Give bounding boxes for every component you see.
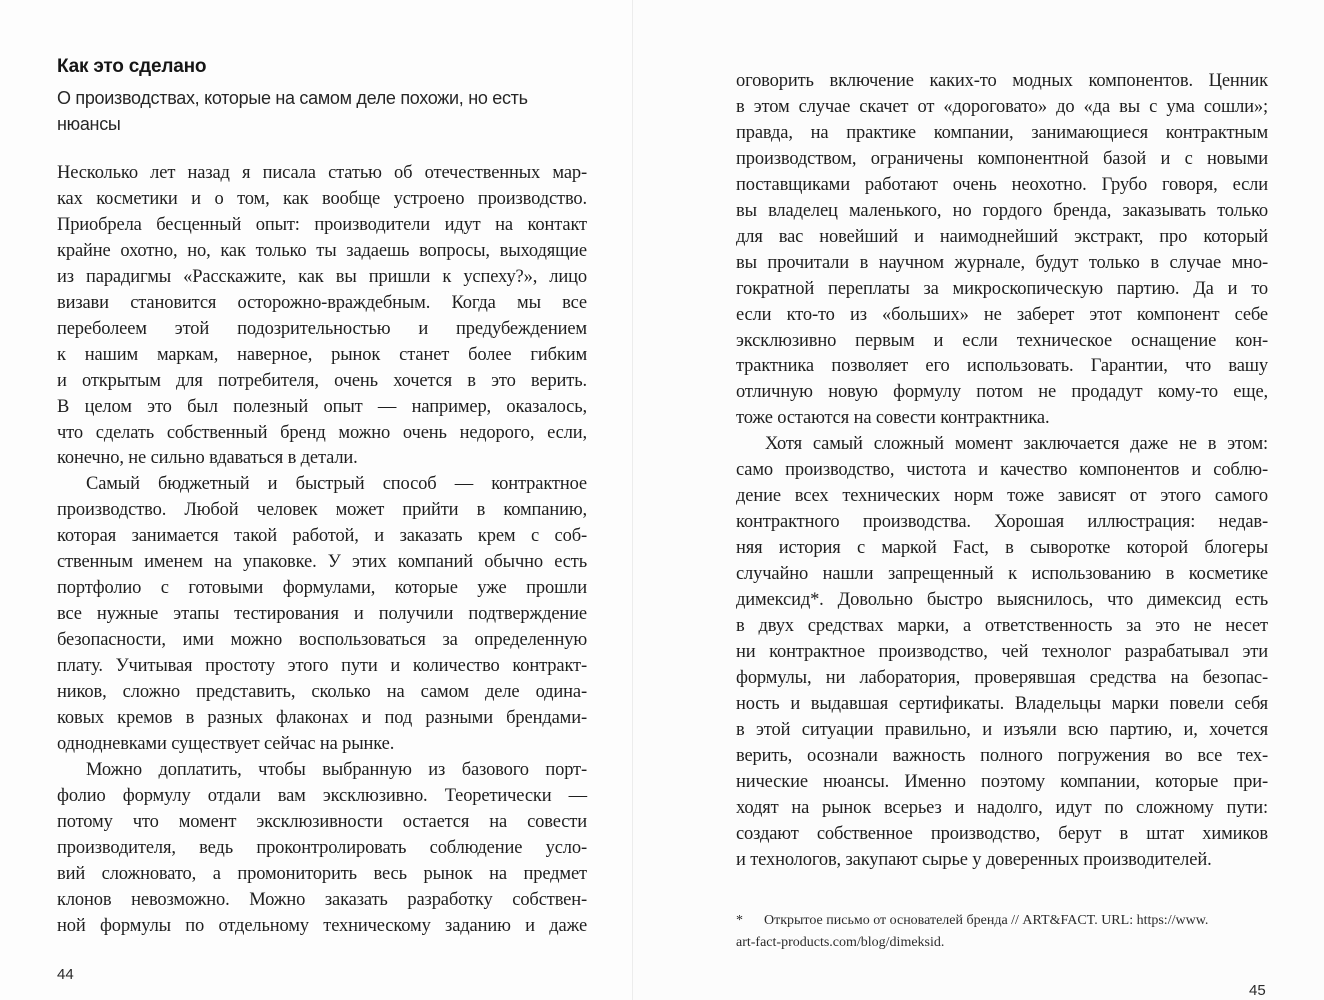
text-line: крайне охотно, но, как только ты задаешь вопросы, выходящие bbox=[57, 240, 587, 261]
text-line: производителя, ведь проконтролировать соблюдение усло- bbox=[57, 837, 587, 858]
text-line: вы владелец маленького, но гордого бренда, заказывать только bbox=[736, 200, 1268, 221]
text-line: само производство, чистота и качество компонентов и соблю- bbox=[736, 460, 1268, 481]
text-line: эксклюзивно первым и если техническое оснащение кон- bbox=[736, 330, 1268, 351]
text-line: няя история с маркой Fact, в сыворотке которой блогеры bbox=[736, 538, 1268, 559]
footnote-url[interactable]: art-fact-products.com/blog/dimeksid. bbox=[736, 935, 945, 950]
text-line: дение всех технических норм тоже зависят от этого самого bbox=[736, 486, 1268, 507]
text-line: которая занимается такой работой, и заказать крем с соб- bbox=[57, 526, 587, 547]
text-line: формулы, ни лаборатория, проверявшая средства на безопас- bbox=[736, 667, 1268, 688]
text-line: контрактного производства. Хорошая иллюстрация: недав- bbox=[736, 512, 1268, 533]
text-line: визави становится осторожно-враждебным. Когда мы все bbox=[57, 292, 587, 313]
text-line: что сделать собственный бренд можно очень недорого, если, bbox=[57, 422, 587, 443]
text-line: все нужные этапы тестирования и получили подтверждение bbox=[57, 604, 587, 625]
chapter-heading: Как это сделано bbox=[57, 56, 207, 77]
text-line: верить, осознали важность полного погружения во все тех- bbox=[736, 745, 1268, 766]
footnote bbox=[736, 910, 1268, 954]
text-line: безопасности, ими можно воспользоваться за определенную bbox=[57, 630, 587, 651]
page-number-left: 44 bbox=[57, 966, 74, 983]
right-body-text bbox=[736, 69, 1268, 874]
text-line: производством, ограничены компонентной базой и с новыми bbox=[736, 148, 1268, 169]
text-line: В целом это был полезный опыт — например, оказалось, bbox=[57, 396, 587, 417]
footnote-marker: * bbox=[736, 913, 743, 928]
text-line: ках косметики и о том, как вообще устроено производство. bbox=[57, 188, 587, 209]
text-line: однодневками существует сейчас на рынке. bbox=[57, 733, 395, 754]
text-line: случайно нашли запрещенный к использованию в косметике bbox=[736, 564, 1268, 585]
text-line: оговорить включение каких-то модных компонентов. Ценник bbox=[736, 71, 1268, 91]
left-body-text bbox=[57, 161, 587, 940]
text-line: ни контрактное производство, чей технолог разрабатывал эти bbox=[736, 641, 1268, 662]
text-line: нические нюансы. Именно поэтому компании, которые при- bbox=[736, 771, 1268, 792]
text-line: трактника позволяет его использовать. Гарантии, что вашу bbox=[736, 356, 1268, 377]
text-line: из парадигмы «Расскажите, как вы пришли к успеху?», лицо bbox=[57, 266, 587, 287]
footnote-line bbox=[736, 910, 1268, 932]
footnote-text: Открытое письмо от основателей бренда // ART&FACT. URL: https://www. bbox=[764, 913, 1209, 928]
text-line: ственным именем на упаковке. У этих компаний обычно есть bbox=[57, 552, 587, 573]
text-line: производство. Любой человек может прийти в компанию, bbox=[57, 500, 587, 521]
text-line: в этой ситуации правильно, и изъяли всю партию, и, хочется bbox=[736, 719, 1268, 740]
text-line: отличную новую формулу потом не продадут кому-то еще, bbox=[736, 382, 1268, 403]
subheading-line: нюансы bbox=[57, 114, 121, 134]
text-line: Хотя самый сложный момент заключается даже не в этом: bbox=[765, 434, 1268, 455]
text-line: фолио формулу отдали вам эксклюзивно. Теоретически — bbox=[57, 785, 587, 806]
text-line: ность и выдавшая сертификаты. Владельцы марки повели себя bbox=[736, 693, 1268, 714]
text-line: тоже остаются на совести контрактника. bbox=[736, 408, 1050, 429]
text-line: создают собственное производство, берут в штат химиков bbox=[736, 823, 1268, 844]
text-line: Можно доплатить, чтобы выбранную из базового порт- bbox=[86, 759, 587, 780]
text-line: ковых кремов в разных флаконах и под разными брендами- bbox=[57, 708, 587, 729]
text-line: ников, сложно представить, сколько на самом деле одина- bbox=[57, 682, 587, 703]
text-line: правда, на практике компании, занимающиеся контрактным bbox=[736, 122, 1268, 143]
text-line: для вас новейший и наимоднейший экстракт, про который bbox=[736, 226, 1268, 247]
text-line: к нашим маркам, наверное, рынок станет более гибким bbox=[57, 344, 587, 365]
text-line: димексид*. Довольно быстро выяснилось, что димексид есть bbox=[736, 590, 1268, 611]
text-line: переболеем этой подозрительностью и предубеждением bbox=[57, 318, 587, 339]
text-line: портфолио с готовыми формулами, которые уже прошли bbox=[57, 578, 587, 599]
text-line: гократной переплаты за микроскопическую партию. Да и то bbox=[736, 278, 1268, 299]
page-number-right: 45 bbox=[1249, 982, 1266, 999]
text-line: потому что момент эксклюзивности остается на совести bbox=[57, 811, 587, 832]
text-line: клонов невозможно. Можно заказать разработку собствен- bbox=[57, 889, 587, 910]
text-line: вы прочитали в научном журнале, будут только в случае мно- bbox=[736, 252, 1268, 273]
text-line: конечно, не сильно вдаваться в детали. bbox=[57, 448, 358, 469]
text-line: Несколько лет назад я писала статью об отечественных мар- bbox=[57, 163, 587, 183]
text-line: ной формулы по отдельному техническому заданию и даже bbox=[57, 915, 587, 936]
text-line: в этом случае скачет от «дороговато» до «да вы с ума сошли»; bbox=[736, 96, 1268, 117]
text-line: и открытым для потребителя, очень хочется в это верить. bbox=[57, 370, 587, 391]
text-line: поставщиками работают очень неохотно. Грубо говоря, если bbox=[736, 174, 1268, 195]
text-line: если кто-то из «больших» не заберет этот компонент себе bbox=[736, 304, 1268, 325]
text-line: Приобрела бесценный опыт: производители идут на контакт bbox=[57, 214, 587, 235]
text-line: Самый бюджетный и быстрый способ — контрактное bbox=[86, 474, 587, 495]
text-line: ходят на рынок всерьез и надолго, идут по сложному пути: bbox=[736, 797, 1268, 818]
text-line: плату. Учитывая простоту этого пути и количество контракт- bbox=[57, 656, 587, 677]
subheading-line: О производствах, которые на самом деле похожи, но есть bbox=[57, 88, 528, 108]
text-line: вий сложновато, а промониторить весь рынок на предмет bbox=[57, 863, 587, 884]
chapter-subheading bbox=[57, 85, 597, 137]
text-line: и технологов, закупают сырье у доверенных производителей. bbox=[736, 849, 1212, 870]
text-line: в двух средствах марки, а ответственность за это не несет bbox=[736, 616, 1268, 637]
